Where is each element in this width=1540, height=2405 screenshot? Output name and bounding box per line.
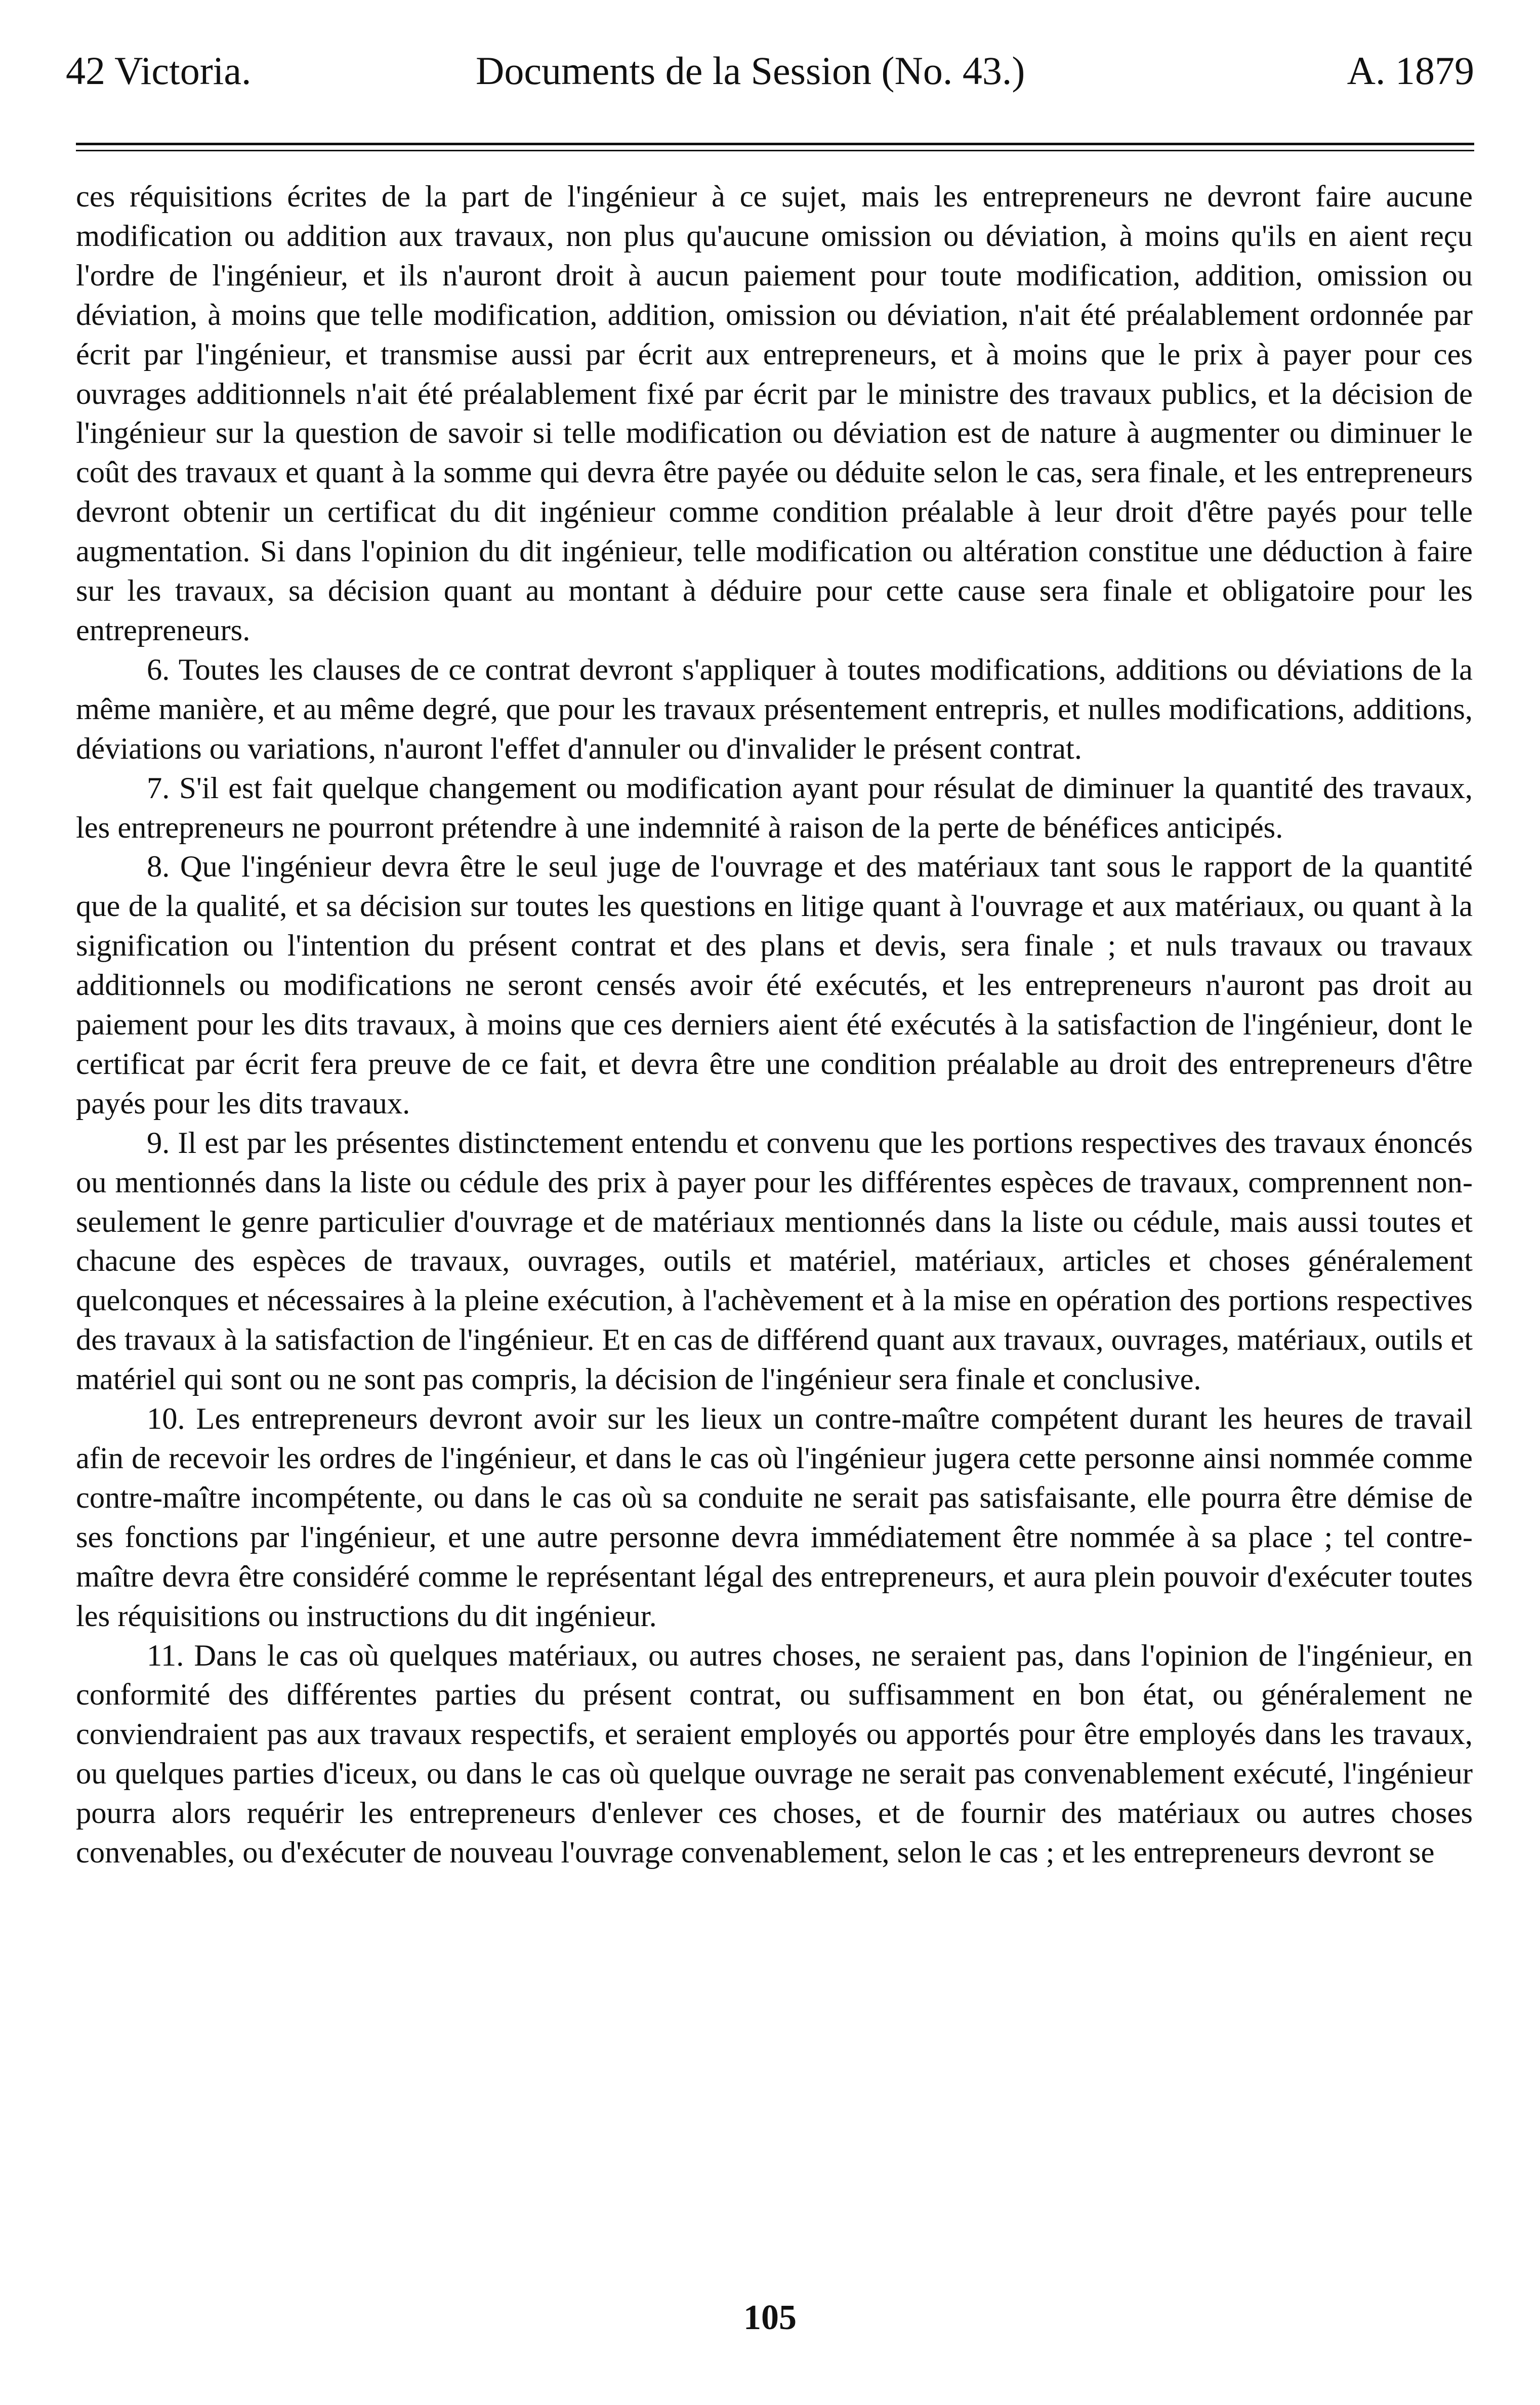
paragraph-clause-11: 11. Dans le cas où quelques matériaux, ou autres choses, ne seraient pas, dans l'opinion de l'ingénieur, en conformité des différentes parties du présent contrat, ou suffisamment en bon état, ou généralement ne conviendraient pas aux travaux respectifs, et seraient employés ou apportés pour être employés dans les travaux, ou quelques parties d'iceux, ou dans le cas où quelque ouvrage ne serait pas convenablement exécuté, l'ingénieur pourra alors requérir les entrepreneurs d'enlever ces choses, et de fournir des matériaux ou autres choses convenables, ou d'exécuter de nouveau l'ouvrage convenablement, selon le cas ; et les entrepreneurs devront se — [76, 1638, 1473, 1870]
header-rule-thin — [76, 150, 1474, 151]
paragraph-clause-8: 8. Que l'ingénieur devra être le seul juge de l'ouvrage et des matériaux tant sous le rapport de la quantité que de la qualité, et sa décision sur toutes les questions en litige quant à l'ouvrage et aux matériaux, ou quant à la signification ou l'intention du présent contrat et des plans et devis, sera finale ; et nuls travaux ou travaux additionnels ou modifications ne seront censés avoir été exécutés, et les entrepreneurs n'auront pas droit au paiement pour les dits travaux, à moins que ces derniers aient été exécutés à la satisfaction de l'ingénieur, dont le certificat par écrit fera preuve de ce fait, et devra être une condition préalable au droit des entrepreneurs d'être payés pour les dits travaux. — [76, 850, 1473, 1121]
header-title: Documents de la Session (No. 43.) — [476, 49, 1025, 93]
paragraph-clause-7: 7. S'il est fait quelque changement ou modification ayant pour résulat de diminuer la quantité des travaux, les entrepreneurs ne pourront prétendre à une indemnité à raison de la perte de bénéfices anticipés. — [76, 771, 1473, 845]
paragraph-clause-6: 6. Toutes les clauses de ce contrat devront s'appliquer à toutes modifications, additions ou déviations de la même manière, et au même degré, que pour les travaux présentement entrepris, et nulles modifications, additions, déviations ou variations, n'auront l'effet d'annuler ou d'invalider le présent contrat. — [76, 652, 1473, 766]
header-volume: 42 Victoria. — [66, 49, 252, 93]
paragraph-clause-10: 10. Les entrepreneurs devront avoir sur les lieux un contre-maître compétent durant les heures de travail afin de recevoir les ordres de l'ingénieur, et dans le cas où l'ingénieur jugera cette personne ainsi nommée comme contre-maître incompétente, ou dans le cas où sa conduite ne serait pas satisfaisante, elle pourra être démise de ses fonctions par l'ingénieur, et une autre personne devra immédiatement être nommée à sa place ; tel contre-maître devra être considéré comme le représentant légal des entrepreneurs, et aura plein pouvoir d'exécuter toutes les réquisitions ou instructions du dit ingénieur. — [76, 1402, 1473, 1633]
page-number: 105 — [743, 2298, 797, 2337]
header-year: A. 1879 — [1347, 49, 1474, 93]
header-rule-thick — [76, 143, 1474, 145]
paragraph-continuation: ces réquisitions écrites de la part de l'ingénieur à ce sujet, mais les entrepreneurs ne devront faire aucune modification ou addition aux travaux, non plus qu'aucune omission ou déviation, à moins qu'ils en aient reçu l'ordre de l'ingénieur, et ils n'auront droit à aucun paiement pour toute modification, addition, omission ou déviation, à moins que telle modification, addition, omission ou déviation, n'ait été préalablement ordonnée par écrit par l'ingénieur, et transmise aussi par écrit aux entrepreneurs, et à moins que le prix à payer pour ces ouvrages additionnels n'ait été préalablement fixé par écrit par le ministre des travaux publics, et la décision de l'ingénieur sur la question de savoir si telle modification ou déviation est de nature à augmenter ou diminuer le coût des travaux et quant à la somme qui devra être payée ou déduite selon le cas, sera finale, et les entrepreneurs devront obtenir un certificat du dit ingénieur comme condition préalable à leur droit d'être payés pour telle augmentation. Si dans l'opinion du dit ingénieur, telle modification ou altération constitue une déduction à faire sur les travaux, sa décision quant au montant à déduire pour cette cause sera finale et obligatoire pour les entrepreneurs. — [76, 180, 1473, 647]
paragraph-clause-9: 9. Il est par les présentes distinctement entendu et convenu que les portions respectives des travaux énoncés ou mentionnés dans la liste ou cédule des prix à payer pour les différentes espèces de travaux, comprennent non-seulement le genre particulier d'ouvrage et de matériaux mentionnés dans la liste ou cédule, mais aussi toutes et chacune des espèces de travaux, ouvrages, outils et matériel, matériaux, articles et choses généralement quelconques et nécessaires à la pleine exécution, à l'achèvement et à la mise en opération des portions respectives des travaux à la satisfaction de l'ingénieur. Et en cas de différend quant aux travaux, ouvrages, matériaux, outils et matériel qui sont ou ne sont pas compris, la décision de l'ingénieur sera finale et conclusive. — [76, 1126, 1473, 1397]
body-text — [76, 177, 1473, 1873]
page-header — [66, 48, 1474, 109]
